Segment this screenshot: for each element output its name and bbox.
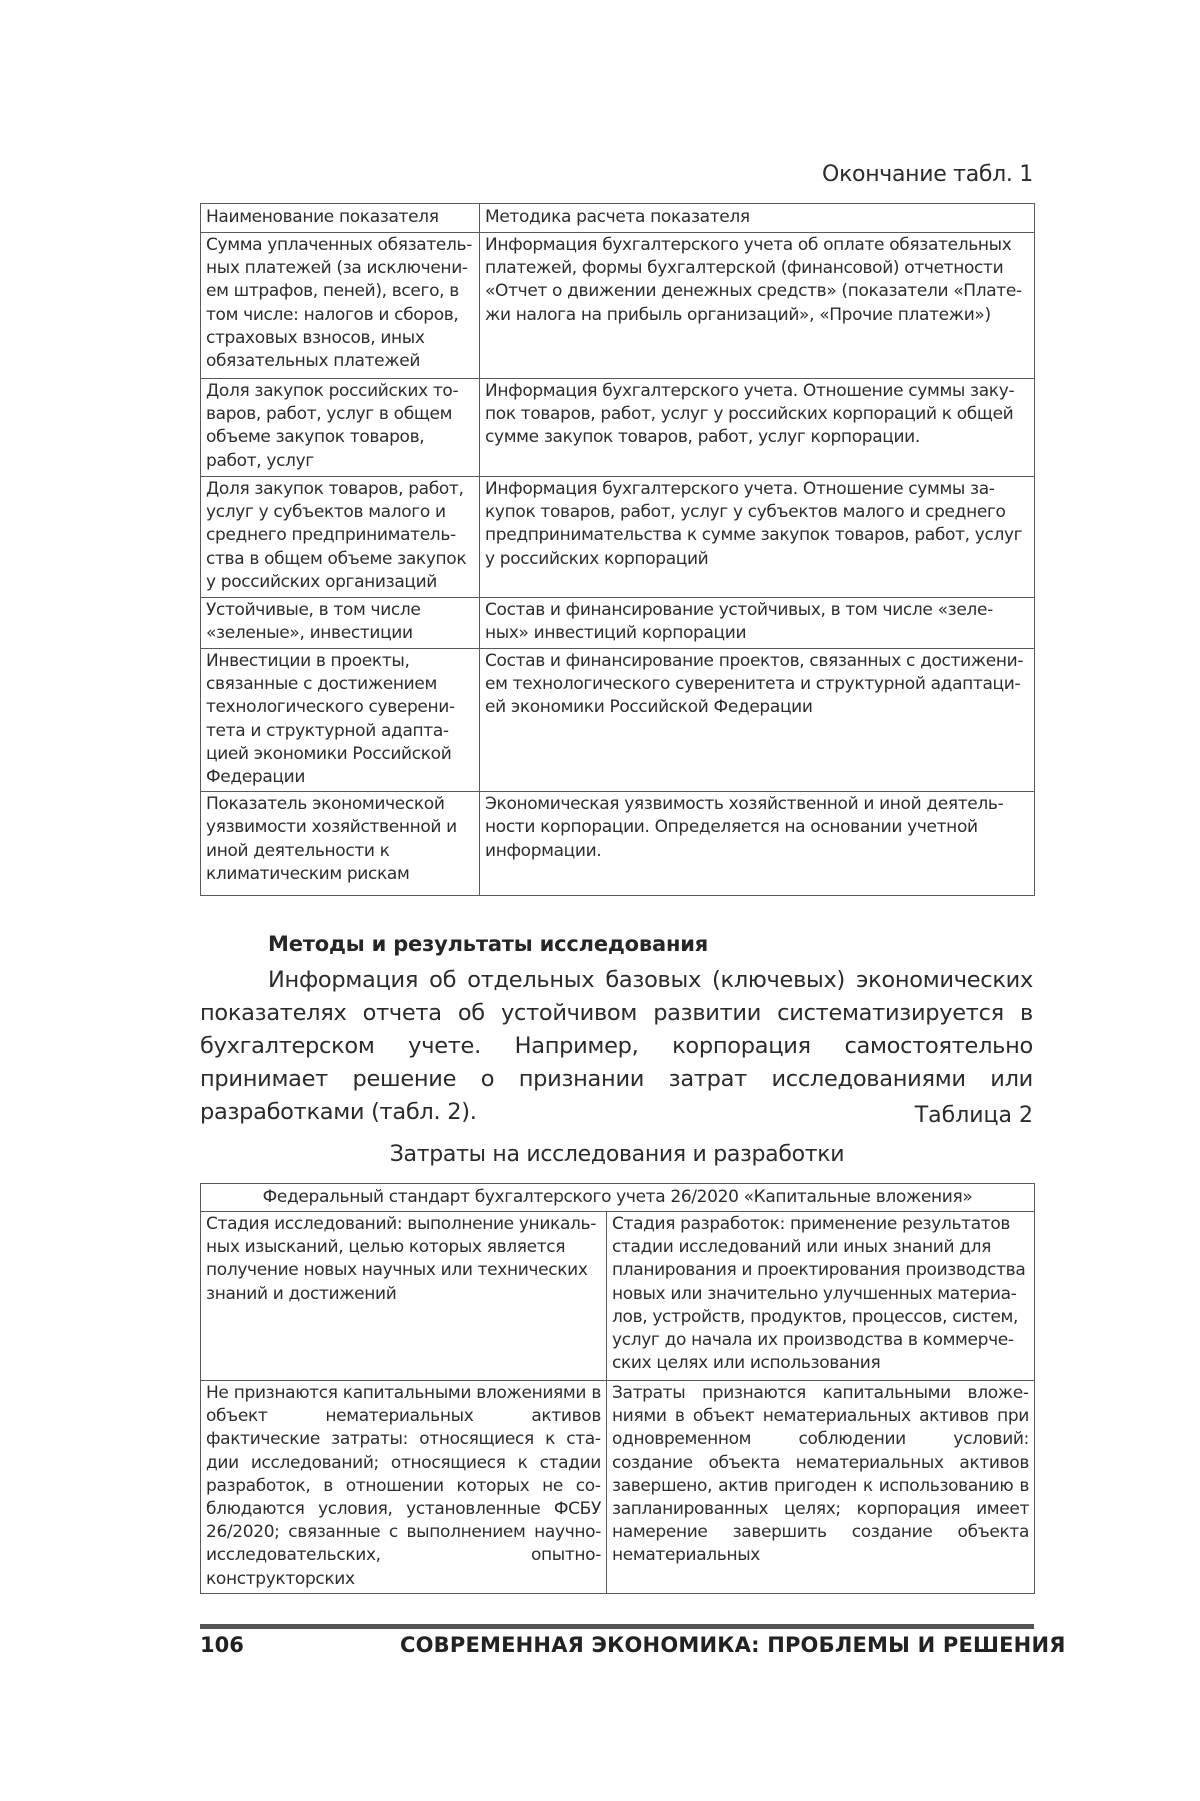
page-number: 106 bbox=[200, 1633, 244, 1657]
column-header-indicator-name: Наименование показателя bbox=[201, 204, 480, 233]
calculation-method-cell: Информация бухгалтерского учета об оплате обязательных платежей, формы бухгалтерской (финансовой) отчетности «Отчет о движении денежных средств» (показатели «Платежи налога на прибыль организаций», «Прочие платежи») bbox=[480, 233, 1035, 379]
standard-header-cell: Федеральный стандарт бухгалтерского учета 26/2020 «Капитальные вложения» bbox=[201, 1184, 1035, 1212]
section-heading: Методы и результаты исследования bbox=[268, 932, 709, 956]
table-row bbox=[201, 233, 1035, 379]
indicator-name-cell: Инвестиции в проекты, связанные с достижением технологического суверенитета и структурной адаптацией экономики Российской Федерации bbox=[201, 649, 480, 792]
table-caption: Затраты на исследования и разработки bbox=[389, 1142, 845, 1167]
table-row bbox=[201, 1381, 1035, 1594]
indicator-name-cell: Доля закупок российских товаров, работ, услуг в общем объеме закупок товаров, работ, услуг bbox=[201, 379, 480, 477]
research-stage-cell: Стадия исследований: выполнение уникальных изысканий, целью которых является получение новых научных или технических знаний и достижений bbox=[201, 1212, 607, 1381]
table-number-label: Таблица 2 bbox=[914, 1103, 1033, 1128]
table-row bbox=[201, 1212, 1035, 1381]
table-row bbox=[201, 477, 1035, 598]
calculation-method-cell: Экономическая уязвимость хозяйственной и иной деятельности корпорации. Определяется на основании учетной информации. bbox=[480, 792, 1035, 896]
table-row bbox=[201, 598, 1035, 649]
table-row bbox=[201, 379, 1035, 477]
indicator-name-cell: Сумма уплаченных обязательных платежей (за исключением штрафов, пеней), всего, в том числе: налогов и сборов, страховых взносов, иных обязательных платежей bbox=[201, 233, 480, 379]
development-stage-cell: Стадия разработок: применение результатов стадии исследований или иных знаний для планирования и проектирования производства новых или значительно улучшенных материалов, устройств, продуктов, процессов, систем, услуг до начала их производства в коммерческих целях или использования bbox=[607, 1212, 1035, 1381]
calculation-method-cell: Состав и финансирование устойчивых, в том числе «зеленых» инвестиций корпорации bbox=[480, 598, 1035, 649]
indicator-name-cell: Устойчивые, в том числе «зеленые», инвестиции bbox=[201, 598, 480, 649]
footer-divider bbox=[200, 1624, 1034, 1629]
table-header-row bbox=[201, 204, 1035, 233]
table-row bbox=[201, 792, 1035, 896]
indicator-name-cell: Доля закупок товаров, работ, услуг у субъектов малого и среднего предпринимательства в общем объеме закупок у российских организаций bbox=[201, 477, 480, 598]
body-paragraph: Информация об отдельных базовых (ключевых) экономических показателях отчета об устойчивом развитии систематизируется в бухгалтерском учете. Например, корпорация самостоятельно принимает решение о признании затрат исследованиями или разработками (табл. 2). bbox=[200, 967, 1033, 1125]
calculation-method-cell: Информация бухгалтерского учета. Отношение суммы закупок товаров, работ, услуг у российских корпораций к общей сумме закупок товаров, работ, услуг корпорации. bbox=[480, 379, 1035, 477]
table-row bbox=[201, 649, 1035, 792]
indicators-table bbox=[200, 203, 1035, 896]
not-recognized-costs-cell: Не признаются капитальными вложениями в объект нематериальных активов фактические затраты: относящиеся к стадии исследований; относящиеся к стадии разработок, в отношении которых не соблюдаются условия, установленные ФСБУ 26/2020; связанные с выполнением научно-исследовательских, опытно-конструкторских bbox=[201, 1381, 607, 1594]
table-header-row bbox=[201, 1184, 1035, 1212]
table-continuation-label: Окончание табл. 1 bbox=[822, 162, 1033, 187]
indicator-name-cell: Показатель экономической уязвимости хозяйственной и иной деятельности к климатическим рискам bbox=[201, 792, 480, 896]
column-header-calculation-method: Методика расчета показателя bbox=[480, 204, 1035, 233]
recognized-costs-cell: Затраты признаются капитальными вложениями в объект нематериальных активов при одновременном соблюдении условий: создание объекта нематериальных активов завершено, актив пригоден к использованию в запланированных целях; корпорация имеет намерение завершить создание объекта нематериальных bbox=[607, 1381, 1035, 1594]
calculation-method-cell: Информация бухгалтерского учета. Отношение суммы закупок товаров, работ, услуг у субъектов малого и среднего предпринимательства к сумме закупок товаров, работ, услуг у российских корпораций bbox=[480, 477, 1035, 598]
research-costs-table bbox=[200, 1183, 1035, 1594]
journal-title: СОВРЕМЕННАЯ ЭКОНОМИКА: ПРОБЛЕМЫ И РЕШЕНИЯ bbox=[400, 1633, 1066, 1657]
calculation-method-cell: Состав и финансирование проектов, связанных с достижением технологического суверенитета и структурной адаптацией экономики Российской Федерации bbox=[480, 649, 1035, 792]
